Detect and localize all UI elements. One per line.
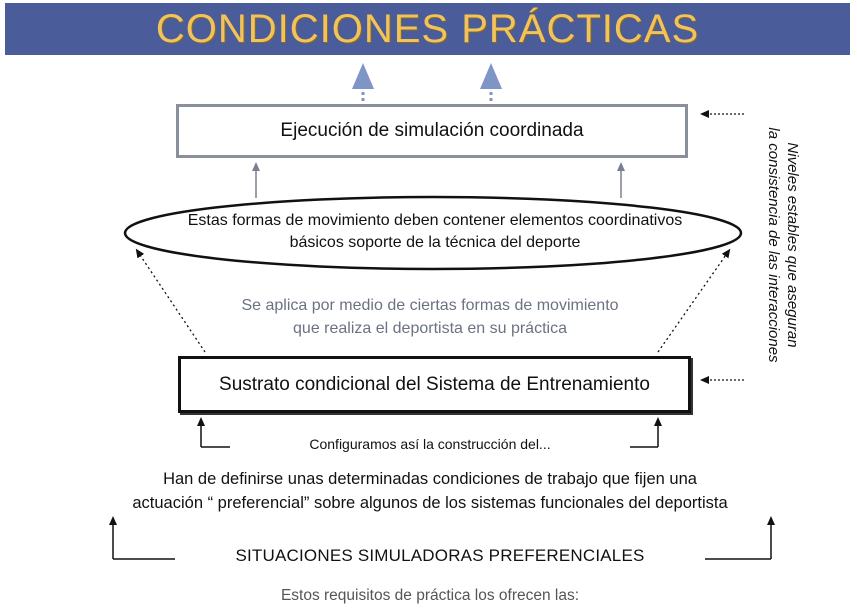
requirement-line-1: Han de definirse unas determinadas condiciones de trabajo que fijen una <box>163 470 697 488</box>
movement-note <box>150 294 710 340</box>
movement-note-line-2: que realiza el deportista en su práctica <box>293 320 567 337</box>
footer-note: Estos requisitos de práctica los ofrecen las: <box>280 587 580 604</box>
coordinated-simulation-label: Ejecución de simulación coordinada <box>280 120 584 141</box>
config-note: Configuramos así la construcción del... <box>230 436 630 452</box>
ellipse-line-2: básicos soporte de la técnica del deporte <box>289 234 581 251</box>
ellipse-line-1: Estas formas de movimiento deben contener elementos coordinativos <box>187 212 683 229</box>
page-title: CONDICIONES PRÁCTICAS <box>155 7 700 51</box>
conditional-substrate-label: Sustrato condicional del Sistema de Entrenamiento <box>219 373 650 395</box>
blue-up-arrow-right <box>480 63 502 101</box>
ellipse-text <box>126 210 744 254</box>
requirement-line-2: actuación “ preferencial” sobre algunos de los sistemas funcionales del deportista <box>132 494 728 512</box>
movement-note-line-1: Se aplica por medio de ciertas formas de movimiento <box>241 297 619 314</box>
conditional-substrate-box <box>178 356 691 413</box>
blue-up-arrow-left <box>352 63 374 101</box>
coordinated-simulation-box <box>176 104 688 158</box>
stable-levels-note <box>757 95 809 395</box>
requirement-text <box>60 467 800 515</box>
situations-heading: SITUACIONES SIMULADORAS PREFERENCIALES <box>175 546 705 566</box>
side-note-line-1: Niveles estables que aseguran <box>784 142 801 348</box>
side-note-line-2: la consistencia de las interacciones <box>765 127 782 363</box>
